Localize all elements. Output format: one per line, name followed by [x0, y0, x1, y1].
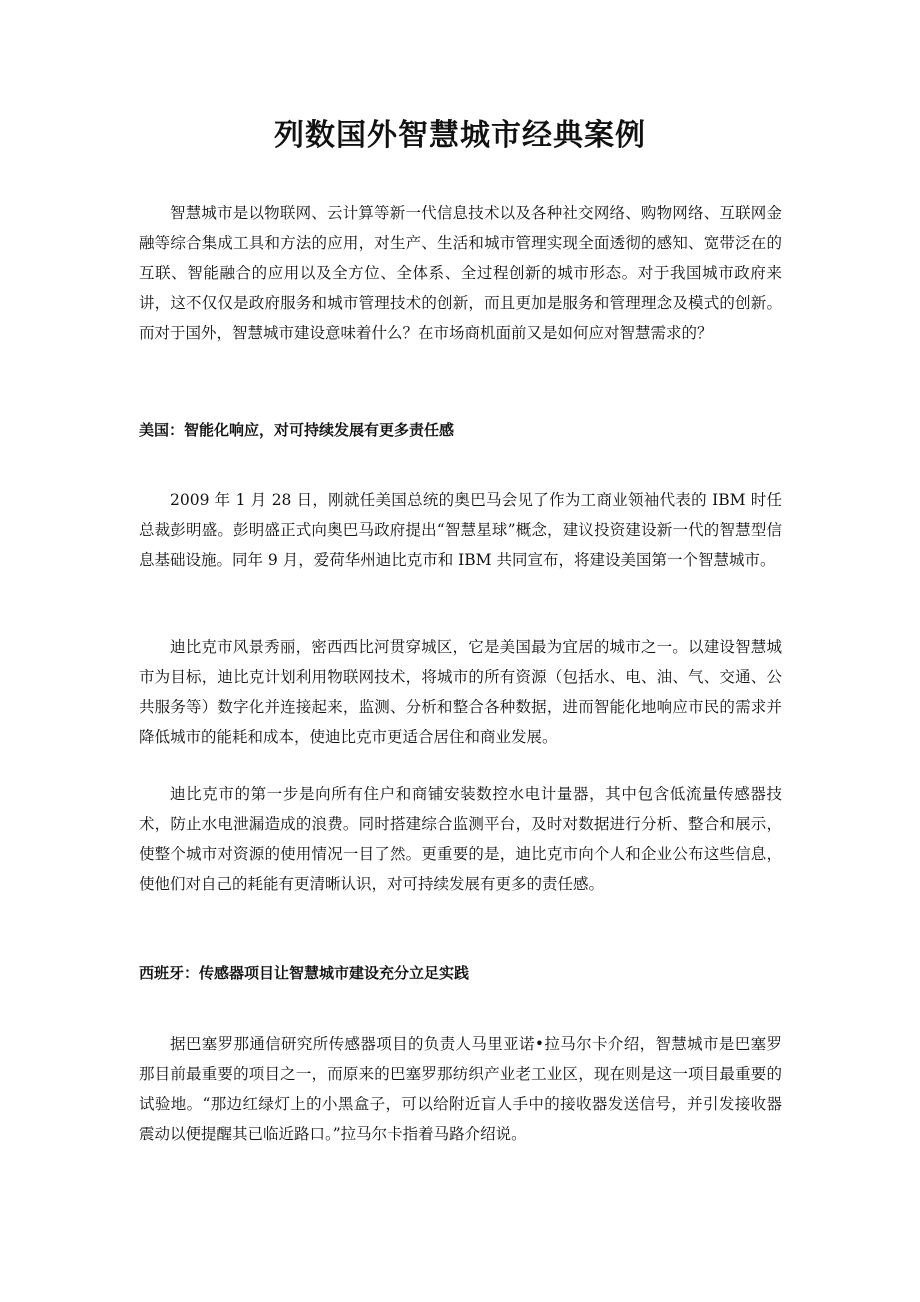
spain-paragraph-1: 据巴塞罗那通信研究所传感器项目的负责人马里亚诺•拉马尔卡介绍，智慧城市是巴塞罗那目前最重要的项目之一，而原来的巴塞罗那纺织产业老工业区，现在则是这一项目最重要的试验地。“那边红绿灯上的小黑盒子，可以给附近盲人手中的接收器发送信号，并引发接收器震动以便提醒其已临近路口。”拉马尔卡指着马路介绍说。	[139, 1035, 782, 1143]
document-title: 列数国外智慧城市经典案例	[274, 118, 646, 153]
usa-paragraph-1: 2009 年 1 月 28 日，刚就任美国总统的奥巴马会见了作为工商业领袖代表的 IBM 时任总裁彭明盛。彭明盛正式向奥巴马政府提出“智慧星球”概念，建议投资建设新一代的智慧型信息基础设施。同年 9 月，爱荷华州迪比克市和 IBM 共同宣布，将建设美国第一个智慧城市。	[139, 491, 782, 569]
usa-paragraph-3: 迪比克市的第一步是向所有住户和商铺安装数控水电计量器，其中包含低流量传感器技术，防止水电泄漏造成的浪费。同时搭建综合监测平台，及时对数据进行分析、整合和展示，使整个城市对资源的使用情况一目了然。更重要的是，迪比克市向个人和企业公布这些信息，使他们对自己的耗能有更清晰认识，对可持续发展有更多的责任感。	[139, 785, 782, 893]
section-heading-usa: 美国：智能化响应，对可持续发展有更多责任感	[139, 421, 455, 439]
intro-paragraph: 智慧城市是以物联网、云计算等新一代信息技术以及各种社交网络、购物网络、互联网金融等综合集成工具和方法的应用，对生产、生活和城市管理实现全面透彻的感知、宽带泛在的互联、智能融合的应用以及全方位、全体系、全过程创新的城市形态。对于我国城市政府来讲，这不仅仅是政府服务和城市管理技术的创新，而且更加是服务和管理理念及模式的创新。而对于国外，智慧城市建设意味着什么？在市场商机面前又是如何应对智慧需求的？	[139, 204, 782, 342]
usa-paragraph-2: 迪比克市风景秀丽，密西西比河贯穿城区，它是美国最为宜居的城市之一。以建设智慧城市为目标，迪比克计划利用物联网技术，将城市的所有资源（包括水、电、油、气、交通、公共服务等）数字化并连接起来，监测、分析和整合各种数据，进而智能化地响应市民的需求并降低城市的能耗和成本，使迪比克市更适合居住和商业发展。	[139, 638, 782, 746]
section-heading-spain: 西班牙：传感器项目让智慧城市建设充分立足实践	[139, 964, 470, 982]
